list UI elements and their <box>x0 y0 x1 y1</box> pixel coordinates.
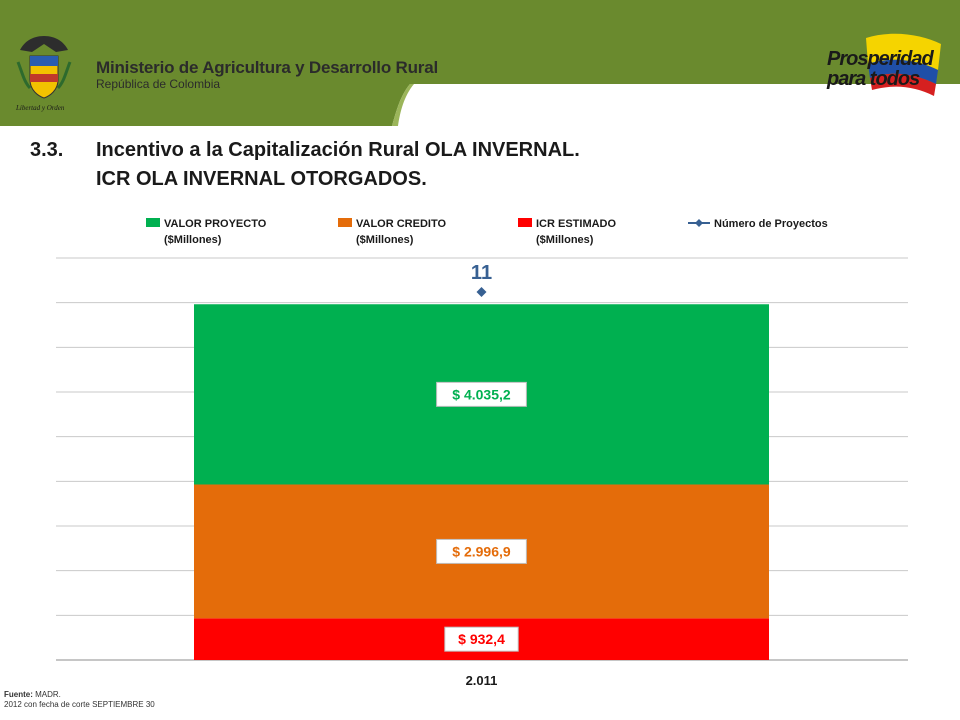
slogan-line-2: para todos <box>827 68 920 90</box>
data-label: $ 4.035,2 <box>452 386 511 403</box>
coat-of-arms-icon <box>12 32 76 104</box>
legend-label: VALOR CREDITO <box>356 218 447 230</box>
motto-text: Libertad y Orden <box>16 104 65 112</box>
footer-source <box>4 690 155 710</box>
header-band <box>0 0 960 126</box>
data-label: $ 932,4 <box>458 631 505 648</box>
country-name: República de Colombia <box>96 77 221 91</box>
projects-marker <box>477 287 487 297</box>
legend-label: ICR ESTIMADO <box>536 218 617 230</box>
section-number: 3.3. <box>30 139 64 161</box>
legend-marker <box>695 219 703 227</box>
legend-label: VALOR PROYECTO <box>164 218 267 230</box>
projects-label: 11 <box>470 262 493 284</box>
ministry-title: Ministerio de Agricultura y Desarrollo Rural <box>96 58 438 77</box>
stacked-bar-chart <box>0 205 960 690</box>
legend-label: Número de Proyectos <box>714 218 828 230</box>
title-line-2: ICR OLA INVERNAL OTORGADOS. <box>96 168 427 190</box>
data-label: $ 2.996,9 <box>452 543 511 560</box>
source-value: MADR. <box>35 690 61 699</box>
x-tick-label: 2.011 <box>465 673 498 688</box>
source-label: Fuente: <box>4 690 33 699</box>
title-line-1: Incentivo a la Capitalización Rural OLA INVERNAL. <box>96 139 580 161</box>
source-note: 2012 con fecha de corte SEPTIEMBRE 30 <box>4 700 155 709</box>
legend-label-unit: ($Millones) <box>356 234 414 246</box>
slogan-logo <box>827 49 937 89</box>
legend-swatch <box>146 218 160 227</box>
legend-swatch <box>518 218 532 227</box>
slogan-line-1: Prosperidad <box>827 48 933 70</box>
legend-swatch <box>338 218 352 227</box>
ministry-name <box>96 58 438 91</box>
legend-label-unit: ($Millones) <box>164 234 222 246</box>
legend-label-unit: ($Millones) <box>536 234 594 246</box>
